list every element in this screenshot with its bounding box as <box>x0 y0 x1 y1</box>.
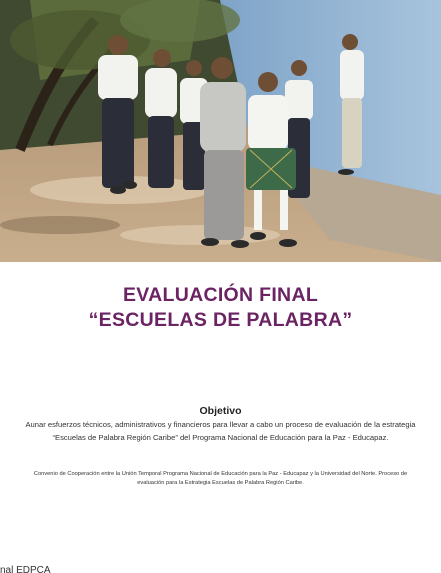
footer-fragment-text: nal EDPCA <box>0 565 51 573</box>
title-line-1: EVALUACIÓN FINAL <box>122 284 319 306</box>
students-walking-photo <box>0 0 441 262</box>
footer-fragment <box>0 562 441 573</box>
objective-body: Aunar esfuerzos técnicos, administrativos y financieros para llevar a cabo un proceso de evaluación de la estrategia “Escuelas de Palabra Región Caribe” del Programa Nacional de Educación para la Paz - Educapaz. <box>25 420 416 442</box>
objective-heading: Objetivo <box>199 405 242 417</box>
cover-photo <box>0 0 441 262</box>
document-title <box>0 283 441 333</box>
title-line-2: “ESCUELAS DE PALABRA” <box>88 309 353 331</box>
objective-section <box>22 405 419 444</box>
agreement-text: Convenio de Cooperación entre la Unión Temporal Programa Nacional de Educación para la Paz - Educapaz y la Universidad del Norte. Proceso de evaluación para la Estrategia Escuelas de Palabra Región Caribe. <box>33 471 408 486</box>
